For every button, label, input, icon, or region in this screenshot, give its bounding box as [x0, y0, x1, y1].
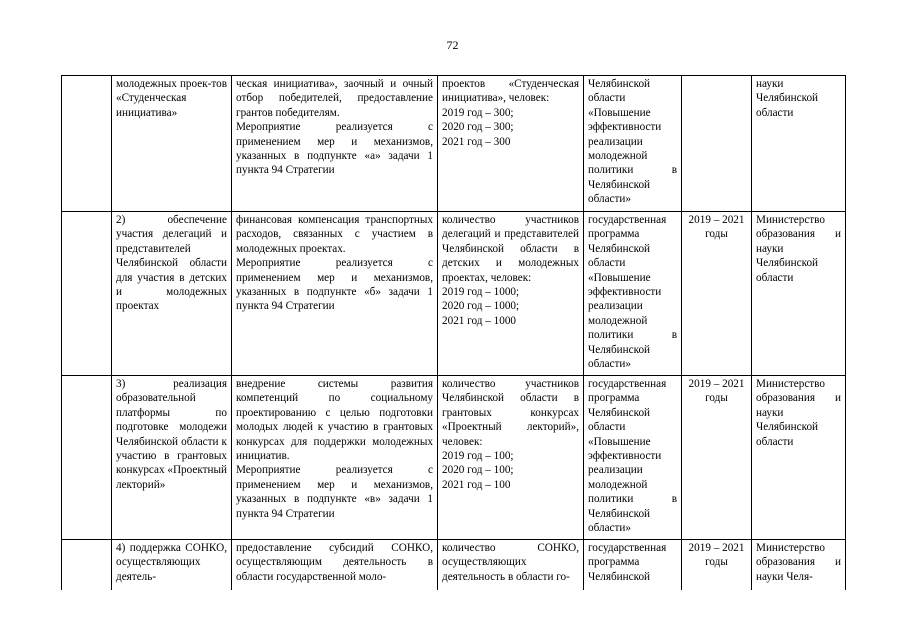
program-cell: [584, 76, 682, 212]
program-text: государственная программа Челябинской: [588, 542, 667, 583]
measure-description-cell: [232, 212, 438, 376]
indicator-year-value: 2019 год – 1000;: [442, 286, 520, 299]
measure-name: 3) реализация образовательной платформы по подготовке молодежи Челябинской области к участию в грантовых конкурсах «Проектный лекторий»: [116, 378, 228, 491]
indicator-year-value: 2019 год – 300;: [442, 106, 514, 119]
indicator-text: количество СОНКО, осуществляющих деятельность в области го-: [442, 542, 579, 583]
table-row: [62, 540, 846, 590]
indicator-cell: [438, 212, 584, 376]
period-cell: [682, 540, 752, 590]
measure-name: 2) обеспечение участия делегаций и представителей Челябинской области для участия в детских и молодежных проектах: [116, 214, 227, 313]
responsible-text: науки Челябинской области: [756, 78, 819, 119]
measure-description-cell: [232, 76, 438, 212]
measure-description-cell: [232, 376, 438, 540]
indicator-year-value: 2019 год – 100;: [442, 450, 514, 463]
measure-name: 4) поддержка СОНКО, осуществляющих деятель-: [116, 542, 227, 583]
measure-name-cell: [112, 212, 232, 376]
period-cell: [682, 376, 752, 540]
description-paragraph: предоставление субсидий СОНКО, осуществляющим деятельность в области государственной моло-: [236, 542, 433, 583]
indicator-cell: [438, 376, 584, 540]
responsible-cell: [752, 212, 846, 376]
measure-name-cell: [112, 376, 232, 540]
program-text: государственная программа Челябинской области «Повышение эффективности реализации молодежной политики в Челябинской области»: [588, 214, 677, 371]
description-paragraph: внедрение системы развития компетенций по социальному проектированию с целью подготовки молодых людей к участию в грантовых конкурсах для поддержки молодежных инициатив.: [236, 378, 433, 463]
responsible-text: Министерство образования и науки Челябинской области: [756, 378, 841, 448]
row-number-cell: [62, 76, 112, 212]
indicator-year-value: 2020 год – 1000;: [442, 300, 520, 313]
period-text: 2019 – 2021 годы: [688, 542, 745, 569]
responsible-cell: [752, 540, 846, 590]
indicator-text: проектов «Студенческая инициатива», человек:: [442, 78, 579, 105]
responsible-cell: [752, 376, 846, 540]
period-text: 2019 – 2021 годы: [688, 378, 745, 405]
indicator-year-value: 2020 год – 100;: [442, 464, 514, 477]
program-cell: [584, 212, 682, 376]
row-number-cell: [62, 540, 112, 590]
description-paragraph: финансовая компенсация транспортных расходов, связанных с участием в молодежных проектах.: [236, 214, 433, 255]
period-cell: [682, 76, 752, 212]
table-row: [62, 376, 846, 540]
program-text: Челябинской области «Повышение эффективности реализации молодежной политики в Челябинской области»: [588, 78, 677, 206]
period-cell: [682, 212, 752, 376]
measures-table: [61, 75, 846, 590]
measure-description-cell: [232, 540, 438, 590]
indicator-year-value: 2020 год – 300;: [442, 121, 514, 134]
indicator-year-value: 2021 год – 1000: [442, 314, 517, 327]
page-number: 72: [446, 38, 459, 52]
description-paragraph: Мероприятие реализуется с применением мер и механизмов, указанных в подпункте «а» задачи 1 пункта 94 Стратегии: [236, 121, 433, 177]
responsible-text: Министерство образования и науки Челябинской области: [756, 214, 841, 284]
responsible-text: Министерство образования и науки Челя-: [756, 542, 841, 583]
indicator-text: количество участников делегаций и представителей Челябинской области в детских и молодежных проектах, человек:: [442, 214, 579, 284]
indicator-year-value: 2021 год – 100: [442, 478, 511, 491]
measure-name: молодежных проек-тов «Студенческая инициатива»: [116, 78, 227, 119]
indicator-text: количество участников Челябинской области в грантовых конкурсах «Проектный лекторий», человек:: [442, 378, 579, 448]
indicator-year-value: 2021 год – 300: [442, 135, 511, 148]
period-text: 2019 – 2021 годы: [688, 214, 745, 241]
table-row: [62, 76, 846, 212]
program-text: государственная программа Челябинской области «Повышение эффективности реализации молодежной политики в Челябинской области»: [588, 378, 677, 535]
indicator-cell: [438, 540, 584, 590]
row-number-cell: [62, 212, 112, 376]
measure-name-cell: [112, 540, 232, 590]
program-cell: [584, 376, 682, 540]
row-number-cell: [62, 376, 112, 540]
responsible-cell: [752, 76, 846, 212]
program-cell: [584, 540, 682, 590]
description-paragraph: Мероприятие реализуется с применением мер и механизмов, указанных в подпункте «в» задачи 1 пункта 94 Стратегии: [236, 464, 433, 520]
measure-name-cell: [112, 76, 232, 212]
description-paragraph: ческая инициатива», заочный и очный отбор победителей, предоставление грантов победителям.: [236, 78, 433, 119]
indicator-cell: [438, 76, 584, 212]
table-row: [62, 212, 846, 376]
description-paragraph: Мероприятие реализуется с применением мер и механизмов, указанных в подпункте «б» задачи 1 пункта 94 Стратегии: [236, 257, 433, 313]
